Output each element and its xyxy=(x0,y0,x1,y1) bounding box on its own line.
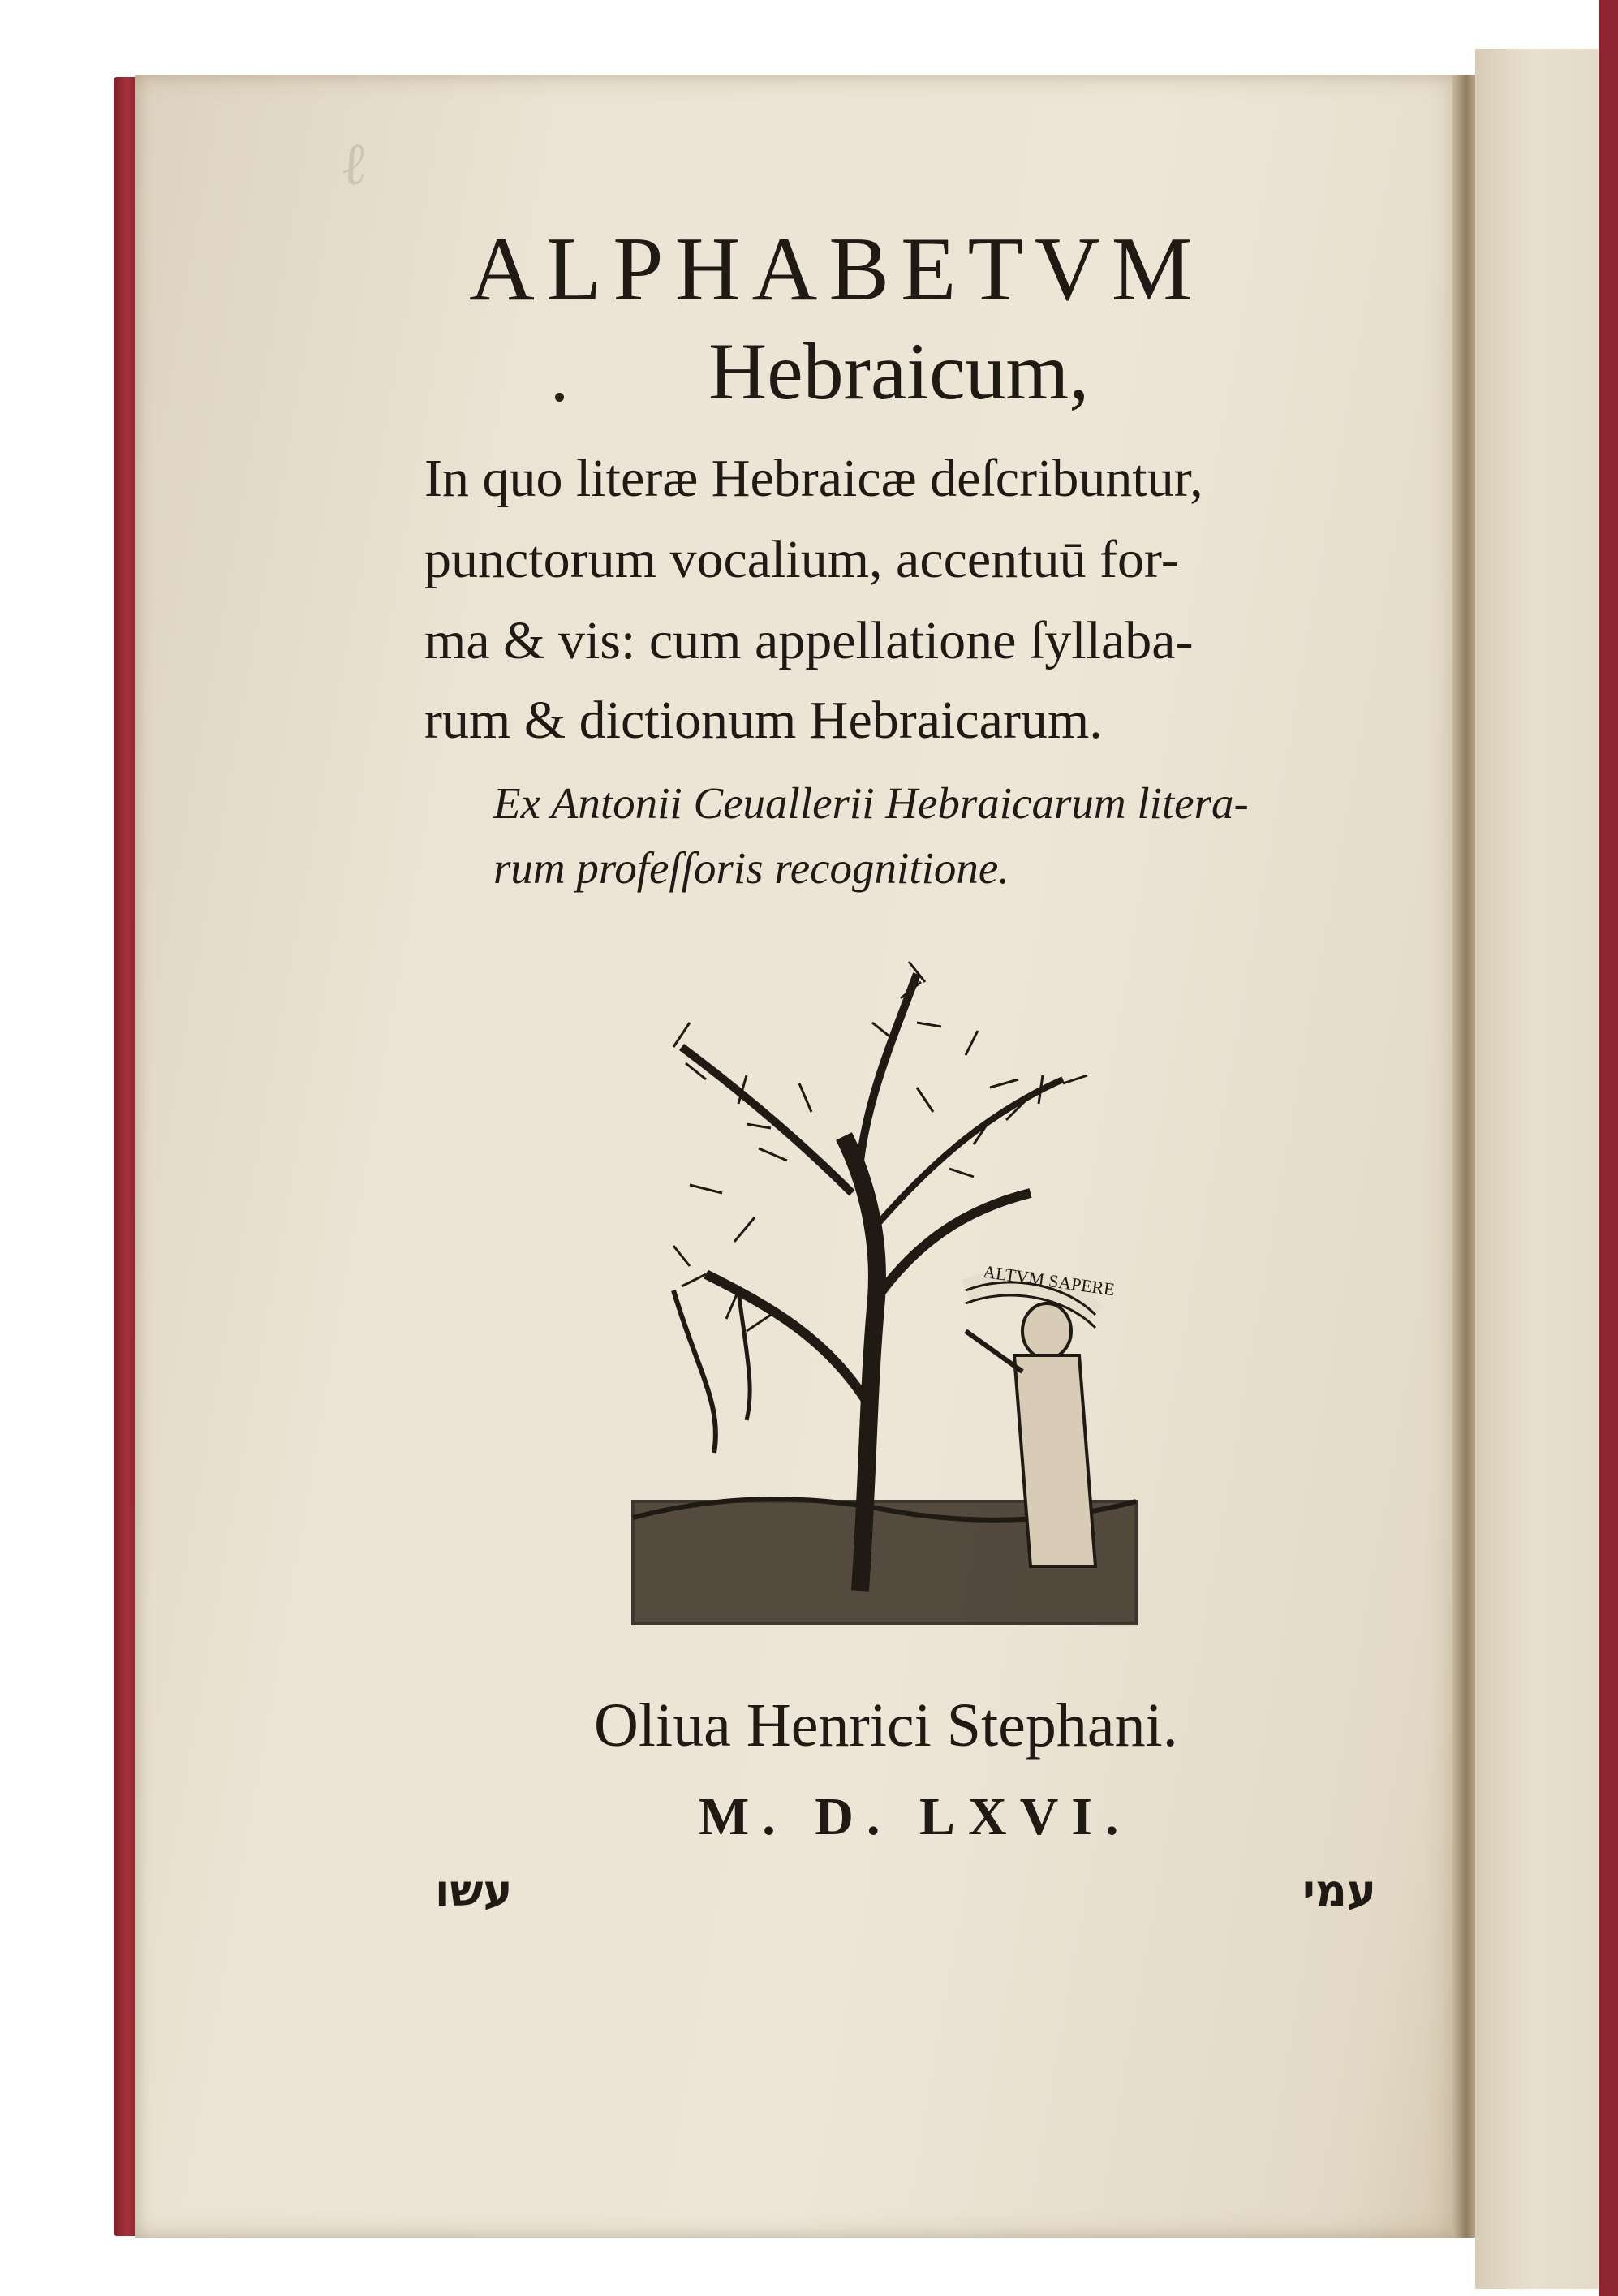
facing-cover xyxy=(1599,0,1618,2296)
author-line-2: rum profeſſoris recognitione. xyxy=(493,843,1010,893)
description-line-1: In quo literæ Hebraicæ deſcribuntur, xyxy=(424,449,1203,508)
faded-signature: ℓ xyxy=(337,128,369,200)
description-line-4: rum & dictionum Hebraicarum. xyxy=(424,691,1103,750)
imprint-line: Oliua Henrici Stephani. xyxy=(594,1691,1178,1760)
hebrew-word-right: עמי xyxy=(1302,1865,1376,1916)
hebrew-word-left: עשו xyxy=(435,1865,513,1916)
page-gutter xyxy=(1452,75,1475,2238)
book-subtitle: Hebraicum, xyxy=(708,326,1090,416)
publication-date: M. D. LXVI. xyxy=(699,1787,1132,1846)
description-line-3: ma & vis: cum appellatione ſyllaba- xyxy=(424,611,1194,670)
book-title: ALPHABETVM xyxy=(469,219,1204,320)
device-motto: ALTVM SAPERE xyxy=(981,1260,1117,1300)
author-line-1: Ex Antonii Ceuallerii Hebraicarum litera- xyxy=(493,778,1249,828)
description-line-2: punctorum vocalium, accentuū for- xyxy=(424,530,1179,589)
printer-device-woodcut xyxy=(625,950,1152,1648)
facing-page xyxy=(1475,49,1618,2289)
olive-tree-illustration xyxy=(633,962,1136,1623)
ink-dot xyxy=(555,393,564,402)
